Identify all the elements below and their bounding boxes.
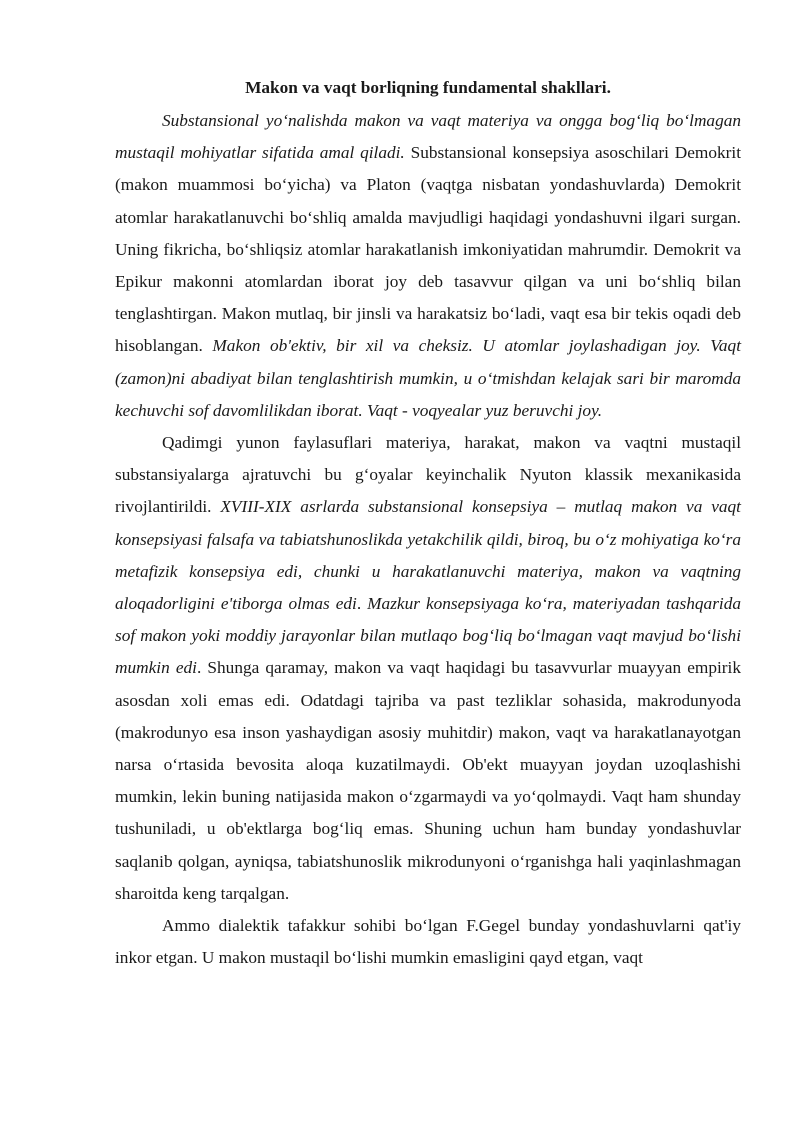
paragraph-2-segment-5: . Shunga qaramay, makon va vaqt haqidagi bu tasavvurlar muayyan empirik asosdan xoli emas edi. Odatdagi tajriba va past tezliklar sohasida, makrodunyoda (makrodunyo esa inson yashaydigan asosiy muhitdir) makon, vaqt va harakatlanayotgan narsa o‘rtasida bevosita aloqa kuzatilmaydi. Ob'ekt muayyan joydan uzoqlashishi mumkin, lekin buning natijasida makon o‘zgarmaydi va yo‘qolmaydi. Vaqt ham shunday tushuniladi, u ob'ektlarga bog‘liq emas. Shuning uchun ham bunday yondashuvlar saqlanib qolgan, ayniqsa, tabiatshunoslik mikrodunyoni o‘rganishga hali yaqinlashmagan sharoitda keng tarqalgan. (115, 658, 741, 903)
paragraph-2 (115, 427, 741, 910)
document-title: Makon va vaqt borliqning fundamental shakllari. (245, 78, 611, 97)
paragraph-1-segment-1: Substansional yo‘nalishda makon va vaqt materiya va ongga bog‘liq bo‘lmagan mustaqil mohiyatlar sifatida amal qiladi. (115, 111, 741, 163)
paragraph-1-segment-2: Substansional konsepsiya asoschilari Demokrit (makon muammosi bo‘yicha) va Platon (vaqtga nisbatan yondashuvlarda) Demokrit atomlar harakatlanuvchi bo‘shliq amalda mavjudligi haqidagi yondashuvni ilgari surgan. Uning fikricha, bo‘shliqsiz atomlar harakatlanish imkoniyatidan mahrumdir. Demokrit va Epikur makonni atomlardan iborat joy deb tasavvur qilgan va uni bo‘shliq bilan tenglashtirgan. Makon mutlaq, bir jinsli va harakatsiz bo‘ladi, vaqt esa bir tekis oqadi deb hisoblangan. (115, 143, 741, 356)
paragraph-1-segment-3: Makon ob'ektiv, bir xil va cheksiz. U atomlar joylashadigan joy. Vaqt (zamon)ni abadiyat bilan tenglashtirish mumkin, u o‘tmishdan kelajak sari bir maromda kechuvchi sof davomlilikdan iborat. Vaqt - voqyealar yuz beruvchi joy. (115, 336, 741, 420)
paragraph-3-segment-1: Ammo dialektik tafakkur sohibi bo‘lgan F.Gegel bunday yondashuvlarni qat'iy inkor etgan. U makon mustaqil bo‘lishi mumkin emasligini qayd etgan, vaqt (115, 916, 741, 968)
paragraph-2-segment-2: XVIII-XIX asrlarda substansional konsepsiya – mutlaq makon va vaqt konsepsiyasi falsafa va tabiatshunoslikda yetakchilik qildi, biroq, bu o‘z mohiyatiga ko‘ra metafizik konsepsiya edi, chunki u harakatlanuvchi materiya, makon va vaqtning aloqadorligini e'tiborga olmas edi (115, 497, 741, 614)
paragraph-2-segment-3: . (356, 594, 368, 614)
paragraph-3 (115, 910, 741, 974)
paragraph-2-segment-1: Qadimgi yunon faylasuflari materiya, harakat, makon va vaqtni mustaqil substansiyalarga ajratuvchi bu g‘oyalar keyinchalik Nyuton klassik mexanikasida rivojlantirildi. (115, 433, 741, 517)
document-page (115, 74, 741, 974)
paragraph-1 (115, 105, 741, 427)
paragraph-2-segment-4: Mazkur konsepsiyaga ko‘ra, materiyadan tashqarida sof makon yoki moddiy jarayonlar bilan mutlaqo bog‘liq bo‘lmagan vaqt mavjud bo‘lishi mumkin edi (115, 594, 742, 678)
